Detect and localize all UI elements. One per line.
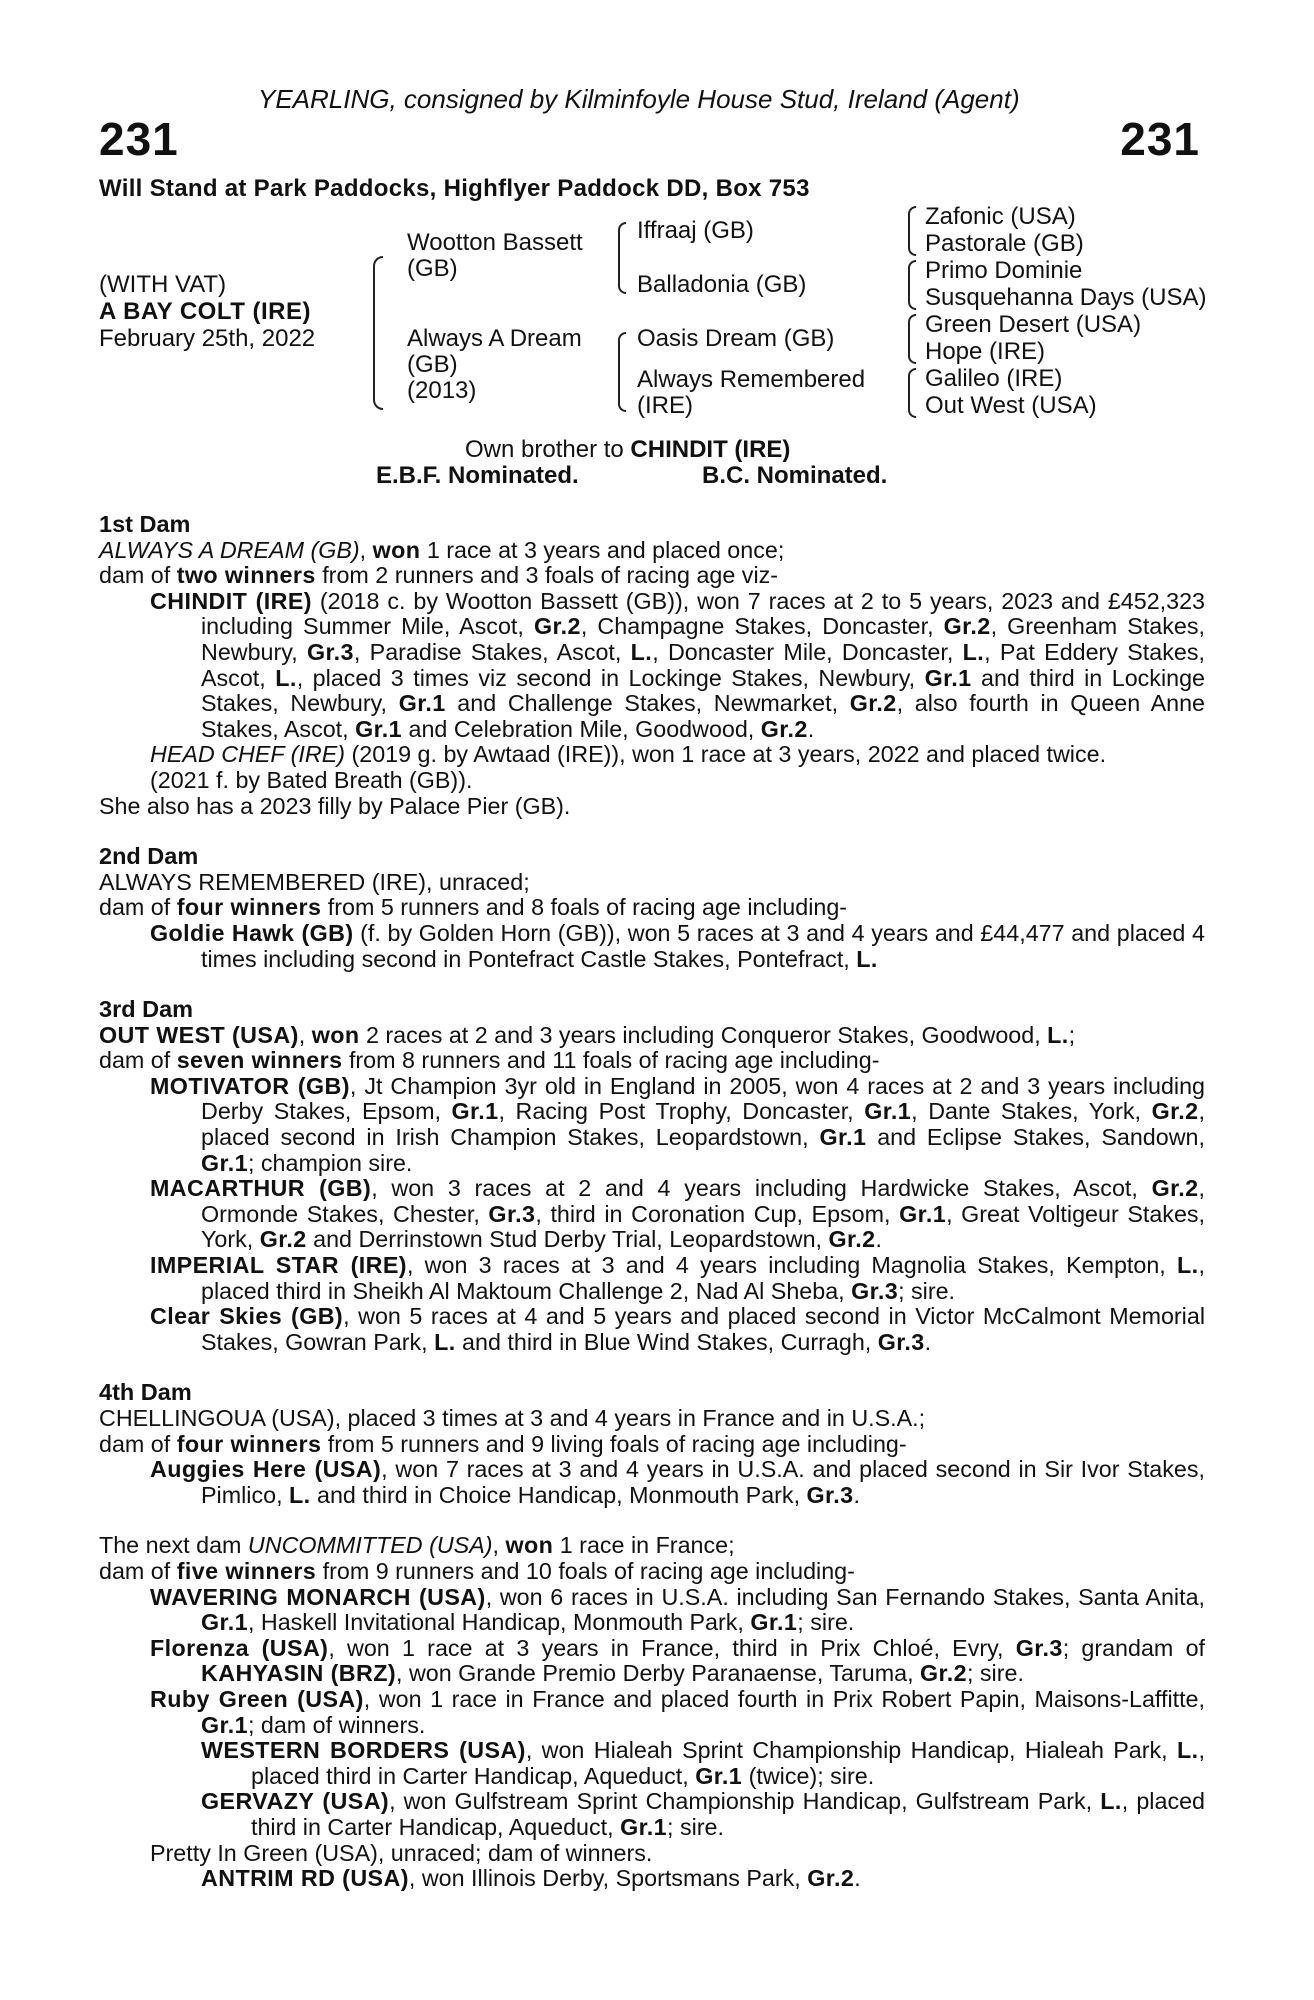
text-run: and third in Lockinge Stakes, Newbury, xyxy=(201,664,1205,717)
text-run: , xyxy=(359,536,373,563)
text-run: , Greenham Stakes, Newbury, xyxy=(201,613,1205,665)
bc-nominated: B.C. Nominated. xyxy=(702,462,888,489)
third-dam-line1 xyxy=(99,1023,1205,1049)
text-run: , Ormonde Stakes, Chester, xyxy=(201,1175,1205,1227)
text-run: from 5 runners and 8 foals of racing age including- xyxy=(321,894,848,921)
third-dam-line2 xyxy=(99,1048,1205,1074)
third-dam-heading: 3rd Dam xyxy=(99,996,194,1023)
entry-motivator xyxy=(99,1074,1205,1176)
text-run: , won Hialeah Sprint Championship Handicap, Hialeah Park, xyxy=(525,1737,1177,1764)
bold-run: WAVERING MONARCH (USA) xyxy=(150,1583,486,1610)
bold-run: MACARTHUR (GB) xyxy=(150,1175,372,1202)
text-run: , Paradise Stakes, Ascot, xyxy=(353,638,631,665)
bold-run: Gr.1 xyxy=(355,715,403,742)
text-run: , xyxy=(492,1532,506,1559)
entry-filly-2021: (2021 f. by Bated Breath (GB)). xyxy=(150,766,473,793)
second-dam-line2 xyxy=(99,895,1205,921)
pedigree-brace-dam xyxy=(618,332,626,412)
text-run: from 5 runners and 9 living foals of racing age including- xyxy=(321,1430,907,1457)
bold-run: Gr.1 xyxy=(899,1200,947,1227)
first-dam-heading: 1st Dam xyxy=(99,511,191,537)
bold-run: L. xyxy=(962,638,985,665)
next-dam-line1 xyxy=(99,1533,1205,1559)
horse-name: A BAY COLT (IRE) xyxy=(99,298,312,325)
text-run: , placed 3 times viz second in Lockinge Stakes, Newbury, xyxy=(296,664,925,691)
own-brother-prefix: Own brother to xyxy=(465,436,631,463)
pedigree-dds: Galileo (IRE) xyxy=(925,365,1063,392)
own-brother-note xyxy=(465,436,790,464)
bold-run: L. xyxy=(434,1328,456,1355)
text-run: ; xyxy=(1068,1021,1076,1048)
bold-run: Gr.1 xyxy=(750,1609,798,1636)
second-dam-line1: ALWAYS REMEMBERED (IRE), unraced; xyxy=(99,868,530,895)
text-run: , Great Voltigeur Stakes, York, xyxy=(201,1200,1206,1253)
entry-head-chef xyxy=(99,742,1205,768)
text-run: , Champagne Stakes, Doncaster, xyxy=(580,613,944,640)
entry-auggies-here xyxy=(99,1457,1205,1508)
pedigree-sdd: Susquehanna Days (USA) xyxy=(925,284,1207,311)
italic-run: ALWAYS A DREAM (GB) xyxy=(99,536,360,563)
bold-run: Clear Skies (GB) xyxy=(150,1303,344,1330)
bold-run: Gr.1 xyxy=(451,1098,499,1125)
bold-run: Gr.3 xyxy=(877,1328,925,1355)
pedigree-dam-dam-country: (IRE) xyxy=(637,392,693,419)
pedigree-dam-country: (GB) xyxy=(407,351,458,378)
pedigree-brace-ds xyxy=(908,314,916,364)
bold-run: Gr.3 xyxy=(806,1481,854,1508)
bold-run: Gr.2 xyxy=(920,1660,967,1687)
bold-run: Gr.2 xyxy=(807,1865,855,1892)
text-run: and Celebration Mile, Goodwood, xyxy=(402,715,761,742)
bold-run: MOTIVATOR (GB) xyxy=(150,1072,350,1099)
bold-run: Gr.2 xyxy=(1151,1175,1199,1202)
text-run: , Doncaster Mile, Doncaster, xyxy=(652,638,963,665)
text-run: , won Gulfstream Sprint Championship Handicap, Gulfstream Park, xyxy=(389,1788,1101,1815)
pedigree-brace-gen1 xyxy=(373,256,383,410)
text-run: dam of xyxy=(99,1557,177,1584)
pedigree-sire-name: Wootton Bassett xyxy=(407,229,583,256)
entry-clear-skies xyxy=(99,1304,1205,1355)
horse-dob: February 25th, 2022 xyxy=(99,325,316,352)
pedigree-dam-year: (2013) xyxy=(407,377,477,404)
text-run: ; sire. xyxy=(898,1277,956,1304)
entry-chindit xyxy=(99,589,1205,743)
pedigree-sire-sire: Iffraaj (GB) xyxy=(637,217,754,244)
text-run: , placed third in Carter Handicap, Aqueduct, xyxy=(251,1737,1205,1789)
bold-run: Gr.3 xyxy=(1015,1634,1063,1661)
text-run: from 8 runners and 11 foals of racing age including- xyxy=(342,1047,880,1074)
text-run: and third in Blue Wind Stakes, Curragh, xyxy=(455,1328,878,1355)
bold-run: five winners xyxy=(176,1557,317,1584)
text-run: , Haskell Invitational Handicap, Monmouth Park, xyxy=(247,1609,751,1636)
text-run: dam of xyxy=(99,894,177,921)
first-dam-also: She also has a 2023 filly by Palace Pier (GB). xyxy=(99,792,571,819)
text-run: dam of xyxy=(99,1047,177,1074)
bold-run: Gr.3 xyxy=(851,1277,899,1304)
text-run: , won 5 races at 4 and 5 years and placed second in Victor McCalmont Memorial Stakes, Gowran Park, xyxy=(201,1303,1205,1355)
bold-run: L. xyxy=(289,1481,311,1508)
text-run: , third in Coronation Cup, Epsom, xyxy=(535,1200,900,1227)
pedigree-dam-dam-name: Always Remembered xyxy=(637,366,866,393)
bold-run: KAHYASIN (BRZ) xyxy=(201,1660,397,1687)
bold-run: Gr.1 xyxy=(201,1711,248,1738)
entry-goldie-hawk xyxy=(99,921,1205,972)
pedigree-dam-dam xyxy=(637,367,865,419)
lot-number-left: 231 xyxy=(99,113,179,165)
pedigree-sire-dam: Balladonia (GB) xyxy=(637,271,807,298)
text-run: , won 6 races in U.S.A. including San Fernando Stakes, Santa Anita, xyxy=(485,1583,1206,1610)
first-dam-line2 xyxy=(99,563,1205,589)
bold-run: four winners xyxy=(176,1430,322,1457)
entry-wavering-monarch xyxy=(99,1585,1205,1636)
bold-run: Gr.2 xyxy=(849,690,897,717)
text-run: and Challenge Stakes, Newmarket, xyxy=(445,690,850,717)
pedigree-brace-sd xyxy=(908,260,916,310)
next-dam-line2 xyxy=(99,1559,1205,1585)
text-run: , won Illinois Derby, Sportsmans Park, xyxy=(408,1865,808,1892)
stand-location: Will Stand at Park Paddocks, Highflyer Paddock DD, Box 753 xyxy=(99,175,810,202)
bold-run: Gr.1 xyxy=(924,664,972,691)
bold-run: won xyxy=(372,536,421,563)
entry-macarthur xyxy=(99,1176,1205,1253)
text-run: dam of xyxy=(99,1430,177,1457)
bold-run: won xyxy=(311,1021,360,1048)
pedigree-brace-sire xyxy=(618,222,626,294)
text-run: , won 1 race in France and placed fourth in Prix Robert Papin, Maisons-Laffitte, xyxy=(363,1685,1205,1712)
text-run: ; grandam of xyxy=(1062,1634,1205,1661)
bold-run: Auggies Here (USA) xyxy=(150,1456,382,1483)
text-run: . xyxy=(924,1328,932,1355)
text-run: , Pat Eddery Stakes, Ascot, xyxy=(201,638,1205,691)
text-run: , placed third in Carter Handicap, Aqueduct, xyxy=(251,1788,1206,1840)
bold-run: Florenza (USA) xyxy=(150,1634,329,1661)
bold-run: L. xyxy=(1047,1021,1069,1048)
pedigree-ddd: Out West (USA) xyxy=(925,392,1097,419)
first-dam-line1 xyxy=(99,538,1205,564)
text-run: from 2 runners and 3 foals of racing age viz- xyxy=(315,562,779,589)
ebf-nominated: E.B.F. Nominated. xyxy=(376,462,579,489)
text-run: ; sire. xyxy=(667,1813,724,1840)
text-run: . xyxy=(853,1481,860,1508)
pedigree-brace-ss xyxy=(908,206,916,256)
text-run: , Racing Post Trophy, Doncaster, xyxy=(498,1098,865,1125)
text-run: ; dam of winners. xyxy=(247,1711,426,1738)
text-run: ; sire. xyxy=(797,1609,855,1636)
bold-run: Gr.1 xyxy=(695,1762,743,1789)
bold-run: L. xyxy=(1177,1252,1199,1279)
bold-run: two winners xyxy=(176,562,316,589)
text-run: dam of xyxy=(99,562,177,589)
own-brother-name: CHINDIT (IRE) xyxy=(630,436,791,463)
pedigree-dsd: Hope (IRE) xyxy=(925,338,1046,365)
bold-run: WESTERN BORDERS (USA) xyxy=(201,1737,526,1764)
text-run: (2018 c. by Wootton Bassett (GB)), won 7 races at 2 to 5 years, 2023 and £452,323 including Summer Mile, Ascot, xyxy=(201,587,1206,640)
bold-run: L. xyxy=(630,638,653,665)
bold-run: Gr.3 xyxy=(306,638,354,665)
bold-run: L. xyxy=(1100,1788,1122,1815)
italic-run: UNCOMMITTED (USA) xyxy=(247,1532,493,1559)
bold-run: Goldie Hawk (GB) xyxy=(150,919,354,946)
vat-note: (WITH VAT) xyxy=(99,271,227,298)
bold-run: Gr.2 xyxy=(1151,1098,1199,1125)
entry-gervazy xyxy=(99,1789,1205,1840)
pedigree-sds: Primo Dominie xyxy=(925,257,1083,284)
bold-run: Gr.1 xyxy=(201,1149,248,1176)
bold-run: Gr.2 xyxy=(828,1226,876,1253)
text-run: and Derrinstown Stud Derby Trial, Leopardstown, xyxy=(306,1226,829,1253)
text-run: . xyxy=(807,715,815,742)
bold-run: GERVAZY (USA) xyxy=(201,1788,390,1815)
pedigree-brace-dd xyxy=(908,368,916,418)
fourth-dam-line2 xyxy=(99,1432,1205,1458)
consignment-line: YEARLING, consigned by Kilminfoyle House Stud, Ireland (Agent) xyxy=(258,84,1020,114)
pedigree-sire-country: (GB) xyxy=(407,255,458,282)
text-run: ; champion sire. xyxy=(247,1149,413,1176)
pedigree-dam-sire: Oasis Dream (GB) xyxy=(637,325,835,352)
text-run: ; sire. xyxy=(966,1660,1024,1687)
bold-run: Gr.2 xyxy=(760,715,808,742)
entry-imperial-star xyxy=(99,1253,1205,1304)
entry-antrim-rd xyxy=(99,1866,1205,1892)
fourth-dam-line1: CHELLINGOUA (USA), placed 3 times at 3 and 4 years in France and in U.S.A.; xyxy=(99,1405,926,1431)
text-run: (f. by Golden Horn (GB)), won 5 races at 3 and 4 years and £44,477 and placed 4 times including second in Pontefract Castle Stakes, Pontefract, xyxy=(201,919,1205,972)
catalogue-body xyxy=(99,512,1205,1892)
text-run: (2019 g. by Awtaad (IRE)), won 1 race at 3 years, 2022 and placed twice. xyxy=(345,741,1107,768)
bold-run: CHINDIT (IRE) xyxy=(150,587,312,614)
bold-run: ANTRIM RD (USA) xyxy=(201,1865,409,1892)
bold-run: Gr.2 xyxy=(259,1226,307,1253)
section-gap xyxy=(99,1508,1205,1533)
text-run: (twice); sire. xyxy=(742,1762,875,1789)
bold-run: Gr.1 xyxy=(819,1124,867,1151)
text-run: from 9 runners and 10 foals of racing age including- xyxy=(316,1557,855,1584)
bold-run: Gr.1 xyxy=(864,1098,912,1125)
text-run: , xyxy=(298,1021,312,1048)
bold-run: Gr.1 xyxy=(201,1609,248,1636)
text-run: , won 3 races at 3 and 4 years including Magnolia Stakes, Kempton, xyxy=(406,1252,1177,1279)
entry-ruby-green xyxy=(99,1687,1205,1738)
text-run: , won Grande Premio Derby Paranaense, Taruma, xyxy=(396,1660,921,1687)
text-run: , won 7 races at 3 and 4 years in U.S.A. and placed second in Sir Ivor Stakes, Pimlico, xyxy=(201,1456,1205,1508)
pedigree-ssd: Pastorale (GB) xyxy=(925,230,1084,257)
entry-western-borders xyxy=(99,1738,1205,1789)
text-run: and third in Choice Handicap, Monmouth Park, xyxy=(310,1481,807,1508)
bold-run: Gr.3 xyxy=(488,1200,536,1227)
bold-run: Gr.1 xyxy=(398,690,446,717)
entry-florenza xyxy=(99,1636,1205,1687)
text-run: 1 race at 3 years and placed once; xyxy=(420,536,785,563)
bold-run: L. xyxy=(1177,1737,1199,1764)
bold-run: Gr.2 xyxy=(533,613,581,640)
text-run: 2 races at 2 and 3 years including Conqueror Stakes, Goodwood, xyxy=(359,1021,1048,1048)
pedigree-sss: Zafonic (USA) xyxy=(925,203,1076,230)
bold-run: seven winners xyxy=(176,1047,343,1074)
text-run: The next dam xyxy=(99,1532,248,1559)
text-run: . xyxy=(854,1865,861,1892)
pedigree-dam-name: Always A Dream xyxy=(407,325,582,352)
lot-number-right: 231 xyxy=(1120,113,1200,165)
text-run: 1 race in France; xyxy=(553,1532,735,1559)
text-run: , placed third in Sheikh Al Maktoum Challenge 2, Nad Al Sheba, xyxy=(201,1252,1205,1304)
bold-run: IMPERIAL STAR (IRE) xyxy=(150,1252,407,1279)
bold-run: four winners xyxy=(176,894,322,921)
text-run: , Dante Stakes, York, xyxy=(911,1098,1152,1125)
text-run: , won 3 races at 2 and 4 years including Hardwicke Stakes, Ascot, xyxy=(371,1175,1152,1202)
pedigree-dam xyxy=(407,326,582,404)
text-run: , Jt Champion 3yr old in England in 2005, won 4 races at 2 and 3 years including Derby Stakes, Epsom, xyxy=(201,1072,1205,1125)
text-run: , also fourth in Queen Anne Stakes, Ascot, xyxy=(201,690,1205,742)
bold-run: L. xyxy=(856,945,878,972)
pedigree-sire xyxy=(407,230,583,282)
entry-pretty-in-green: Pretty In Green (USA), unraced; dam of winners. xyxy=(150,1839,653,1866)
bold-run: Gr.2 xyxy=(943,613,991,640)
text-run: . xyxy=(875,1226,882,1253)
pedigree-dss: Green Desert (USA) xyxy=(925,311,1142,338)
text-run: and Eclipse Stakes, Sandown, xyxy=(866,1124,1205,1151)
fourth-dam-heading: 4th Dam xyxy=(99,1379,192,1406)
italic-run: HEAD CHEF (IRE) xyxy=(150,741,346,768)
bold-run: OUT WEST (USA) xyxy=(99,1021,299,1048)
bold-run: Ruby Green (USA) xyxy=(150,1685,364,1712)
bold-run: Gr.1 xyxy=(620,1813,668,1840)
text-run: , won 1 race at 3 years in France, third in Prix Chloé, Evry, xyxy=(328,1634,1016,1661)
bold-run: won xyxy=(505,1532,554,1559)
bold-run: L. xyxy=(275,664,297,691)
text-run: , placed second in Irish Champion Stakes, Leopardstown, xyxy=(201,1098,1205,1151)
second-dam-heading: 2nd Dam xyxy=(99,843,199,870)
